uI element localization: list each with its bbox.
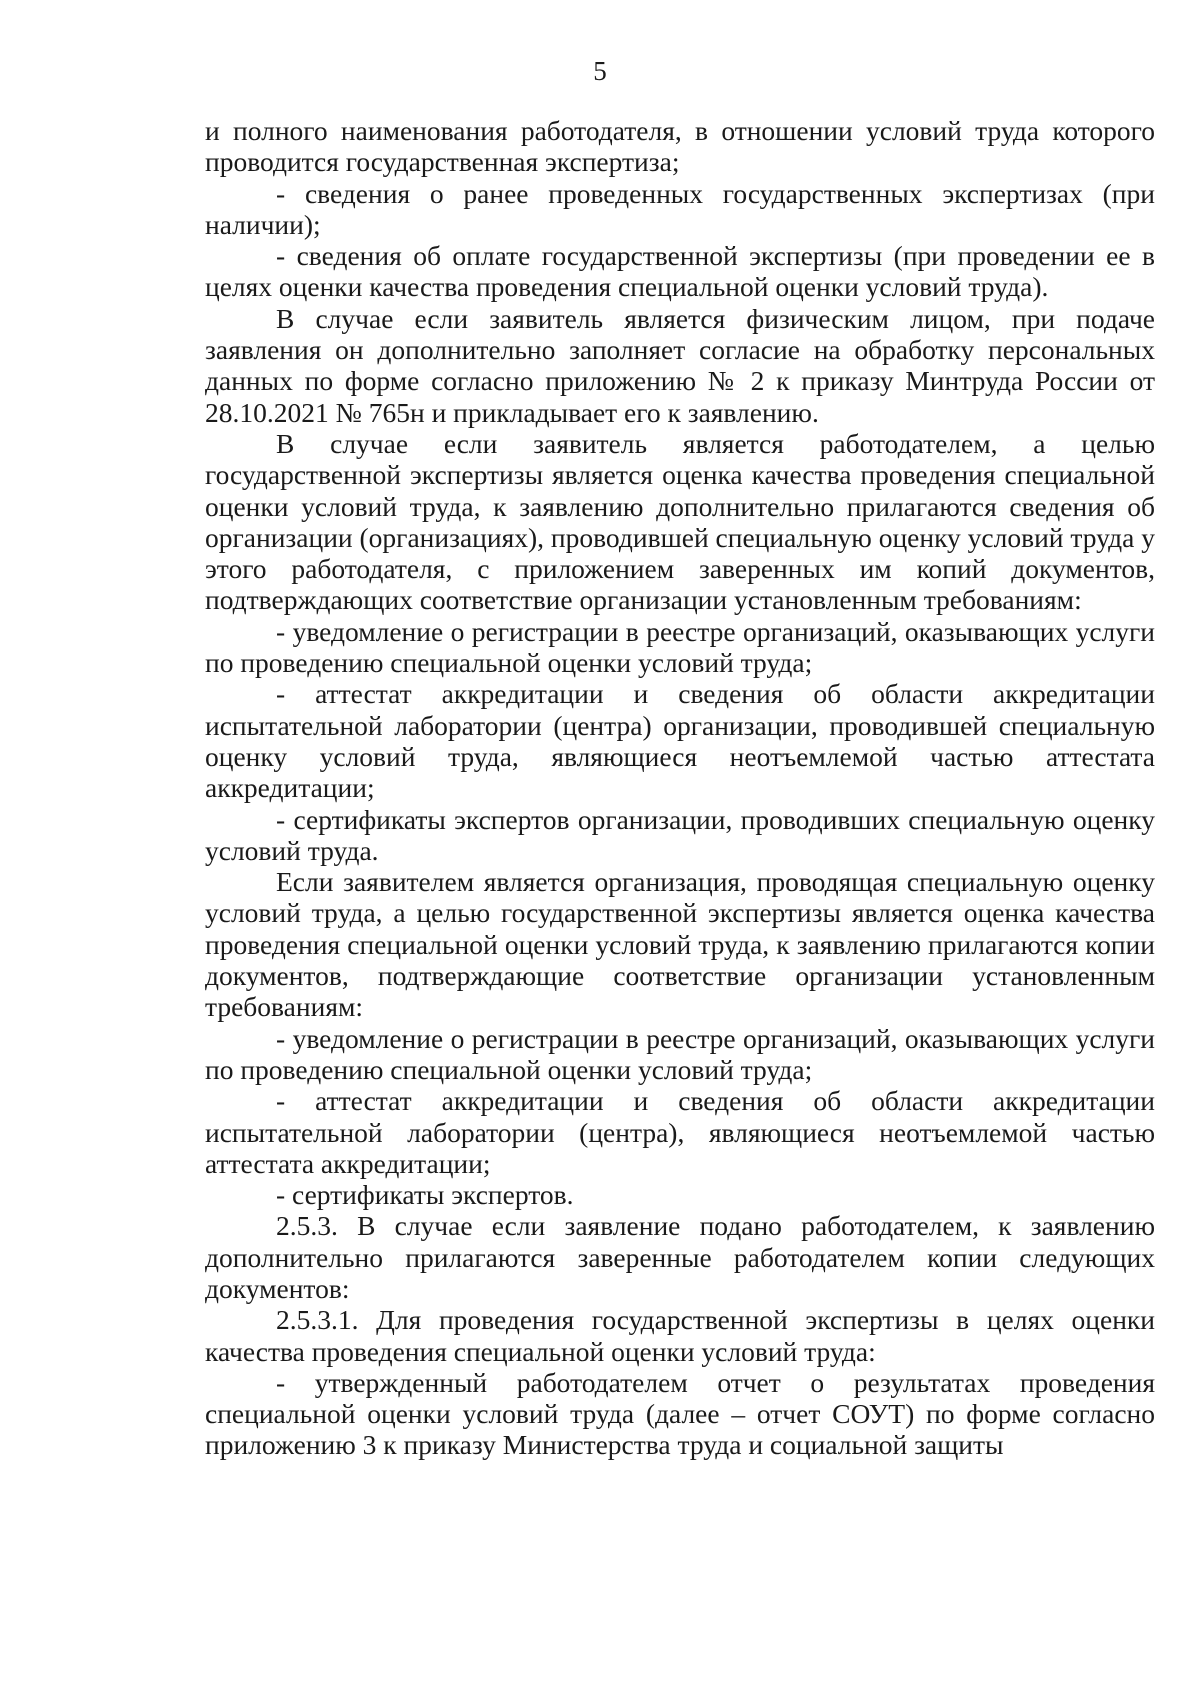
- page-number: 5: [593, 56, 607, 86]
- section-2-5-3-1: 2.5.3.1. Для проведения государственной экспертизы в целях оценки качества проведения специальной оценки условий труда:: [205, 1304, 1155, 1367]
- section-2-5-3: 2.5.3. В случае если заявление подано работодателем, к заявлению дополнительно прилагаются заверенные работодателем копии следующих документов:: [205, 1210, 1155, 1304]
- list-item-expert-certificates-2: - сертификаты экспертов.: [276, 1179, 574, 1211]
- paragraph-individual-applicant: В случае если заявитель является физическим лицом, при подаче заявления он дополнительно заполняет согласие на обработку персональных данных по форме согласно приложению № 2 к приказу Минтруда России от 28.10.2021 № 765н и прикладывает его к заявлению.: [205, 302, 1155, 428]
- paragraph-employer-applicant: В случае если заявитель является работодателем, а целью государственной экспертизы является оценка качества проведения специальной оценки условий труда, к заявлению дополнительно прилагаются сведения об организации (организациях), проводившей специальную оценку условий труда у этого работодателя, с приложением заверенных им копий документов, подтверждающих соответствие организации установленным требованиям:: [205, 427, 1155, 616]
- list-item-previous-expertise: - сведения о ранее проведенных государственных экспертизах (при наличии);: [205, 177, 1155, 240]
- paragraph-organization-applicant: Если заявителем является организация, проводящая специальную оценку условий труда, а целью государственной экспертизы является оценка качества проведения специальной оценки условий труда, к заявлению прилагаются копии документов, подтверждающие соответствие организации установленным требованиям:: [205, 866, 1155, 1023]
- list-item-sout-report: - утвержденный работодателем отчет о результатах проведения специальной оценки условий труда (далее – отчет СОУТ) по форме согласно приложению 3 к приказу Министерства труда и социальной защиты: [205, 1366, 1155, 1461]
- list-item-registry-notice: - уведомление о регистрации в реестре организаций, оказывающих услуги по проведению специальной оценки условий труда;: [205, 615, 1155, 679]
- list-item-registry-notice-2: - уведомление о регистрации в реестре организаций, оказывающих услуги по проведению специальной оценки условий труда;: [205, 1022, 1155, 1085]
- list-item-accreditation-certificate: - аттестат аккредитации и сведения об области аккредитации испытательной лаборатории (центра) организации, проводившей специальную оценку условий труда, являющиеся неотъемлемой частью аттестата аккредитации;: [205, 678, 1155, 804]
- document-body: [205, 115, 1155, 1461]
- list-item-expert-certificates: - сертификаты экспертов организации, проводивших специальную оценку условий труда.: [205, 803, 1155, 866]
- list-item-payment-info: - сведения об оплате государственной экспертизы (при проведении ее в целях оценки качества проведения специальной оценки условий труда).: [205, 240, 1155, 303]
- list-item-accreditation-certificate-2: - аттестат аккредитации и сведения об области аккредитации испытательной лаборатории (центра), являющиеся неотъемлемой частью аттестата аккредитации;: [205, 1085, 1155, 1179]
- paragraph-employer-name: и полного наименования работодателя, в отношении условий труда которого проводится государственная экспертиза;: [205, 115, 1155, 178]
